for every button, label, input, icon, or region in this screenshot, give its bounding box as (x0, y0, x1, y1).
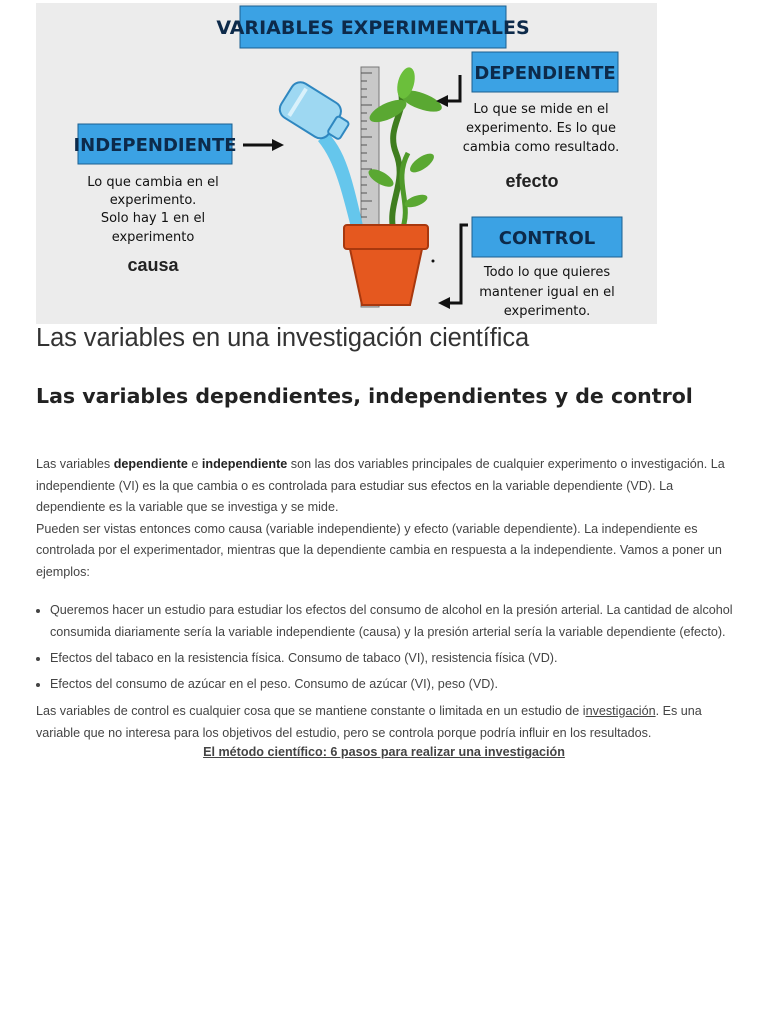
intro-paragraph (36, 454, 731, 583)
arrow-bracket-left-icon (436, 75, 460, 107)
dependent-desc-line-1: Lo que se mide en el (473, 102, 609, 117)
control-desc-line-1: Todo lo que quieres (483, 265, 611, 280)
independent-desc-line-4: experimento (111, 230, 195, 245)
water-stream (318, 133, 366, 239)
arrow-bracket-down-left-icon (432, 225, 469, 309)
arrow-right-icon (243, 139, 284, 151)
dependent-desc-line-3: cambia como resultado. (462, 140, 620, 155)
section-heading: Las variables dependientes, independientes y de control (36, 384, 693, 408)
intro-term-independiente: independiente (201, 457, 288, 471)
independent-desc-line-1: Lo que cambia en el (87, 175, 219, 190)
independent-label: INDEPENDIENTE (73, 135, 237, 156)
list-item: • Efectos del consumo de azúcar en el peso. Consumo de azúcar (VI), peso (VD). (50, 674, 768, 696)
intro-text-a: Las variables (36, 457, 114, 471)
infographic-title: VARIABLES EXPERIMENTALES (216, 17, 530, 39)
independent-desc-line-2: experimento. (109, 193, 197, 208)
intro-term-dependiente: dependiente (113, 457, 188, 471)
intro-text-d: son las dos variables principales de cualquier experimento o investigación. La independiente (VI) es la que cambia o es controlada para estudiar sus efectos en la variable dependiente (VD). La dependiente es la variable que se investiga y se mide. (36, 457, 725, 514)
independent-desc-line-3: Solo hay 1 en el (100, 211, 206, 226)
intro-text-p2: Pueden ser vistas entonces como causa (variable independiente) y efecto (variable dependiente). La independiente es controlada por el experimentador, mientras que la dependiente cambia en respuesta a la independiente. Vamos a poner un ejemplos: (36, 521, 722, 579)
control-text-b: . Es una variable que no interesa para los objetivos del estudio, pero se controla porque podría influir en los resultados. (36, 704, 702, 740)
control-desc-line-2: mantener igual en el (479, 285, 615, 300)
related-article-link[interactable]: El método científico: 6 pasos para realizar una investigación (203, 745, 565, 759)
page-title: Las variables en una investigación científica (36, 324, 530, 352)
variables-infographic (36, 3, 657, 324)
control-paragraph (36, 701, 731, 744)
list-item: • Queremos hacer un estudio para estudiar los efectos del consumo de alcohol en la presión arterial. La cantidad de alcohol consumida diariamente sería la variable independiente (causa) y la presión arterial sería la variable dependiente (efecto). (50, 600, 768, 643)
investigacion-link[interactable]: nvestigación (585, 704, 656, 718)
control-label: CONTROL (498, 228, 596, 249)
flower-pot (344, 225, 428, 305)
intro-text-c: e (187, 457, 202, 471)
dependent-keyword: efecto (505, 171, 559, 191)
dependent-label: DEPENDIENTE (474, 63, 616, 84)
control-desc-line-3: experimento. (503, 304, 591, 319)
control-text-a: Las variables de control es cualquier cosa que se mantiene constante o limitada en un estudio de i (36, 704, 586, 718)
list-item: • Efectos del tabaco en la resistencia física. Consumo de tabaco (VI), resistencia física (VD). (50, 648, 768, 670)
dependent-desc-line-2: experimento. Es lo que (466, 121, 616, 136)
bottle-icon (276, 78, 355, 148)
independent-keyword: causa (127, 255, 179, 275)
examples-list (14, 600, 768, 700)
